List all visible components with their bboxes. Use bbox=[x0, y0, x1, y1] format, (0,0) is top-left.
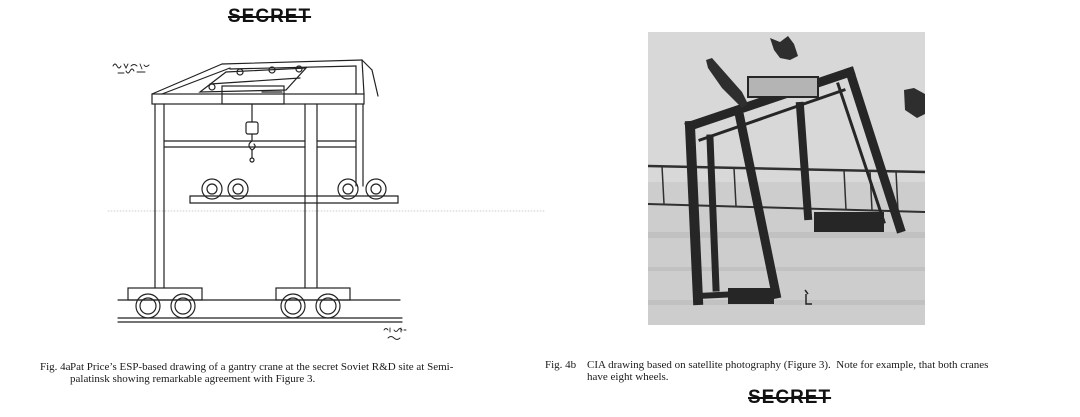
caption-text bbox=[587, 359, 988, 383]
crane-hook bbox=[246, 104, 258, 162]
rear-bottom-block bbox=[814, 212, 884, 232]
left-bogie bbox=[128, 288, 202, 318]
secret-stamp-top: SECRET bbox=[228, 6, 312, 27]
handwritten-date-mark bbox=[384, 328, 406, 340]
middle-cross-rail bbox=[164, 141, 356, 147]
crane-drawing-cia bbox=[648, 32, 925, 325]
caption-line: palatinsk showing remarkable agreement with Figure 3. bbox=[70, 373, 316, 385]
ground-rail bbox=[118, 300, 402, 322]
crane-left-leg bbox=[155, 104, 164, 288]
secret-stamp-bottom: SECRET bbox=[748, 387, 832, 408]
caption-line: CIA drawing based on satellite photography (Figure 3). Note for example, that both cranes bbox=[587, 359, 989, 371]
front-bottom-block bbox=[728, 288, 774, 304]
caption-line: have eight wheels. bbox=[587, 371, 669, 383]
caption-fig-4b bbox=[545, 359, 988, 383]
hoist-trolley bbox=[200, 66, 306, 104]
right-bogie bbox=[276, 288, 350, 318]
caption-label: Fig. 4b bbox=[545, 359, 577, 371]
crane-drawing-esp bbox=[0, 0, 560, 350]
caption-fig-4a bbox=[40, 361, 453, 385]
crane-rear-leg bbox=[356, 104, 363, 186]
runway-beam bbox=[190, 196, 398, 203]
caption-text bbox=[70, 361, 453, 385]
handwritten-note-top bbox=[113, 64, 149, 73]
caption-label: Fig. 4a bbox=[40, 361, 71, 373]
gantry-top-frame bbox=[152, 60, 378, 104]
trolley-block bbox=[748, 77, 818, 97]
caption-line: Pat Price’s ESP-based drawing of a gantry crane at the secret Soviet R&D site at Semi- bbox=[70, 361, 454, 373]
